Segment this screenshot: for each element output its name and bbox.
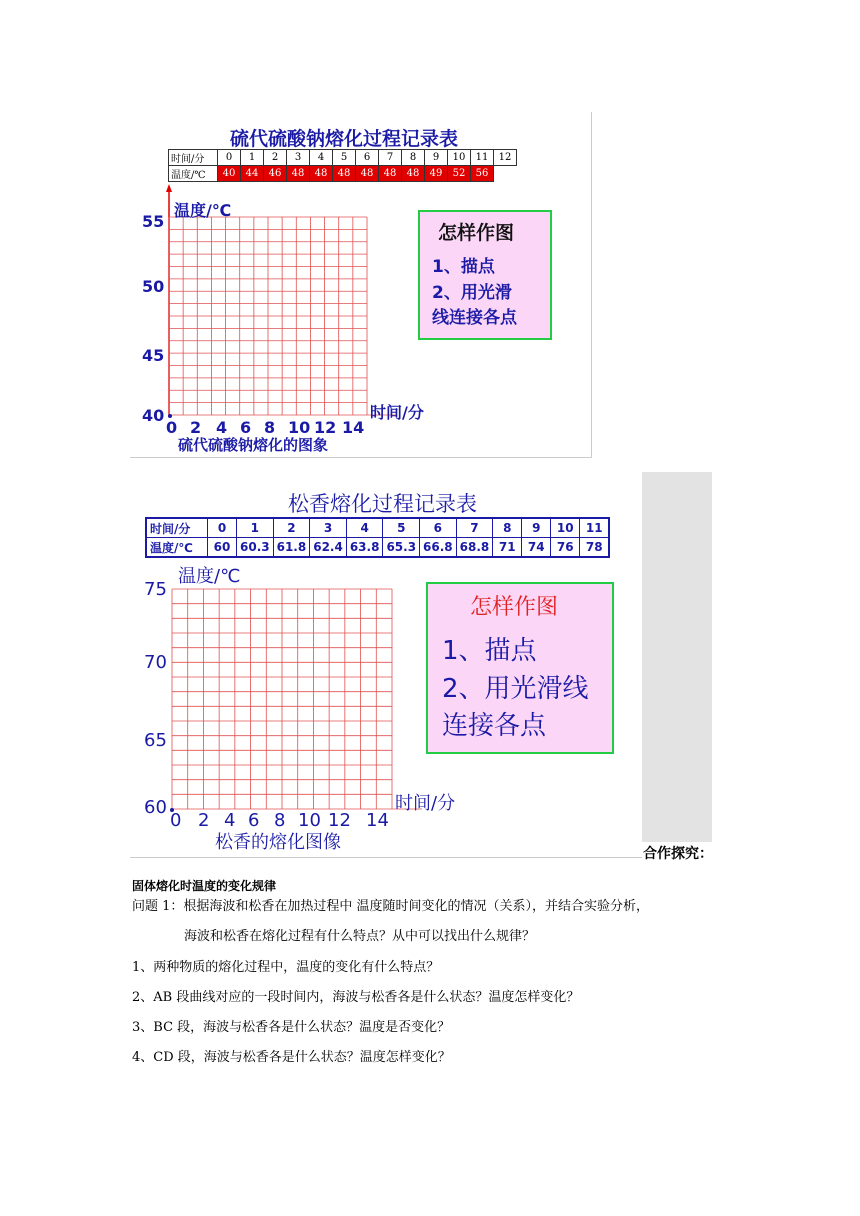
- x-tick: 2: [198, 810, 210, 831]
- item1: 1、两种物质的熔化过程中，温度的变化有什么特点？: [132, 960, 440, 975]
- table-cell-temp: 60.3: [237, 538, 274, 558]
- figure2-x-ticks: [170, 810, 400, 830]
- figure-rosin: [130, 472, 642, 858]
- x-tick: 10: [298, 810, 321, 831]
- table-cell-temp: 48: [310, 166, 333, 182]
- figure1-howto-box: [418, 210, 552, 340]
- table-cell-temp: 60: [208, 538, 237, 558]
- table-cell-time: 11: [471, 150, 494, 166]
- figure1-title: 硫代硫酸钠熔化过程记录表: [230, 128, 459, 150]
- table-cell-time: 4: [310, 150, 333, 166]
- howto-step2a: 2、用光滑线: [442, 674, 589, 704]
- table-cell-temp: 48: [333, 166, 356, 182]
- table-cell-time: 7: [456, 518, 493, 538]
- y-axis-arrow: [166, 184, 172, 192]
- x-tick: 6: [248, 810, 260, 831]
- table-cell-temp: 61.8: [273, 538, 310, 558]
- table-cell-time: 9: [522, 518, 551, 538]
- table-cell-time: 10: [551, 518, 580, 538]
- table-cell-temp: 76: [551, 538, 580, 558]
- x-tick: 2: [190, 418, 202, 437]
- table-cell-temp: 49: [425, 166, 448, 182]
- x-tick: 4: [224, 810, 236, 831]
- howto-step2b: 线连接各点: [432, 308, 517, 328]
- x-tick: 10: [288, 418, 311, 437]
- table-cell-temp: 46: [264, 166, 287, 182]
- table-cell-time: 8: [402, 150, 425, 166]
- table-cell-temp: 48: [287, 166, 310, 182]
- table-cell-temp: 48: [379, 166, 402, 182]
- howto-step2a: 2、用光滑: [432, 283, 512, 303]
- table-header-temp: 温度/℃: [146, 538, 208, 558]
- y-axis-label: 温度/℃: [174, 201, 232, 220]
- howto-step2b: 连接各点: [442, 711, 547, 741]
- howto-step1: 1、描点: [432, 257, 495, 277]
- y-tick-45: 45: [142, 346, 165, 365]
- x-tick: 12: [314, 418, 337, 437]
- item3: 3、BC 段，海波与松香各是什么状态？温度是否变化？: [132, 1020, 451, 1035]
- question1-line2: 海波和松香在熔化过程有什么特点？从中可以找出什么规律？: [184, 929, 536, 944]
- table-header-time: 时间/分: [146, 518, 208, 538]
- x-axis-label: 时间/分: [370, 403, 424, 422]
- table-cell-time: 6: [420, 518, 457, 538]
- y-tick-40: 40: [142, 406, 165, 425]
- table-cell-time: 3: [310, 518, 347, 538]
- table-header-time: 时间/分: [169, 150, 218, 166]
- table-cell-time: 11: [580, 518, 610, 538]
- table-cell-time: 9: [425, 150, 448, 166]
- table-cell-temp: 65.3: [383, 538, 420, 558]
- figure2-howto-box: [426, 582, 614, 754]
- x-tick: 0: [166, 418, 178, 437]
- table-cell-time: 5: [333, 150, 356, 166]
- side-gray-panel: [642, 472, 712, 842]
- figure2-grid: [172, 589, 422, 809]
- y-tick-50: 50: [142, 277, 165, 296]
- figure1-caption: 硫代硫酸钠熔化的图象: [178, 436, 329, 454]
- table-cell-temp: 44: [241, 166, 264, 182]
- table-cell-temp: 56: [471, 166, 494, 182]
- table-cell-time: 4: [346, 518, 383, 538]
- table-cell-time: 0: [218, 150, 241, 166]
- howto-title: 怎样作图: [438, 222, 515, 244]
- table-cell-temp: 63.8: [346, 538, 383, 558]
- question1-line1: 问题 1：根据海波和松香在加热过程中 温度随时间变化的情况（关系），并结合实验分析，: [132, 899, 650, 914]
- table-cell-temp: 52: [448, 166, 471, 182]
- x-tick: 12: [328, 810, 351, 831]
- x-axis-label: 时间/分: [395, 793, 456, 814]
- table-cell-time: 12: [494, 150, 517, 166]
- x-tick: 8: [264, 418, 276, 437]
- x-tick: 14: [342, 418, 365, 437]
- table-cell-temp: 78: [580, 538, 610, 558]
- x-tick: 6: [240, 418, 252, 437]
- table-cell-time: 2: [264, 150, 287, 166]
- table-cell-time: 5: [383, 518, 420, 538]
- table-cell-time: 1: [241, 150, 264, 166]
- table-cell-time: 0: [208, 518, 237, 538]
- table-cell-time: 7: [379, 150, 402, 166]
- item4: 4、CD 段，海波与松香各是什么状态？温度怎样变化？: [132, 1050, 451, 1065]
- table-cell-temp: 66.8: [420, 538, 457, 558]
- y-tick-55: 55: [142, 212, 165, 231]
- side-label: 合作探究：: [643, 846, 713, 862]
- y-tick-75: 75: [144, 579, 167, 600]
- table-cell-time: 6: [356, 150, 379, 166]
- doc-heading: 固体熔化时温度的变化规律: [132, 879, 277, 893]
- x-tick: 8: [274, 810, 286, 831]
- figure-sodium-thiosulfate: [130, 112, 592, 458]
- table-cell-temp: 62.4: [310, 538, 347, 558]
- howto-title: 怎样作图: [470, 595, 559, 620]
- table-cell-time: 1: [237, 518, 274, 538]
- table-cell-temp: 48: [402, 166, 425, 182]
- table-cell-time: 2: [273, 518, 310, 538]
- table-cell-temp: 71: [493, 538, 522, 558]
- howto-step1: 1、描点: [442, 636, 537, 666]
- x-tick: 14: [366, 810, 389, 831]
- table-cell-temp: 48: [356, 166, 379, 182]
- table-header-temp: 温度/℃: [169, 166, 218, 182]
- table-cell-temp: 40: [218, 166, 241, 182]
- x-tick: 0: [170, 810, 182, 831]
- figure2-caption: 松香的熔化图像: [215, 832, 341, 853]
- y-tick-65: 65: [144, 730, 167, 751]
- figure2-title: 松香熔化过程记录表: [288, 492, 477, 516]
- table-cell-temp: 68.8: [456, 538, 493, 558]
- table-cell-time: 10: [448, 150, 471, 166]
- y-tick-70: 70: [144, 652, 167, 673]
- x-tick: 4: [216, 418, 228, 437]
- item2: 2、AB 段曲线对应的一段时间内，海波与松香各是什么状态？温度怎样变化？: [132, 990, 580, 1005]
- table-cell-temp: 74: [522, 538, 551, 558]
- y-axis-label: 温度/℃: [178, 566, 241, 587]
- table-cell-time: 8: [493, 518, 522, 538]
- y-tick-60: 60: [144, 797, 167, 818]
- table-cell-time: 3: [287, 150, 310, 166]
- figure1-grid: [169, 217, 397, 415]
